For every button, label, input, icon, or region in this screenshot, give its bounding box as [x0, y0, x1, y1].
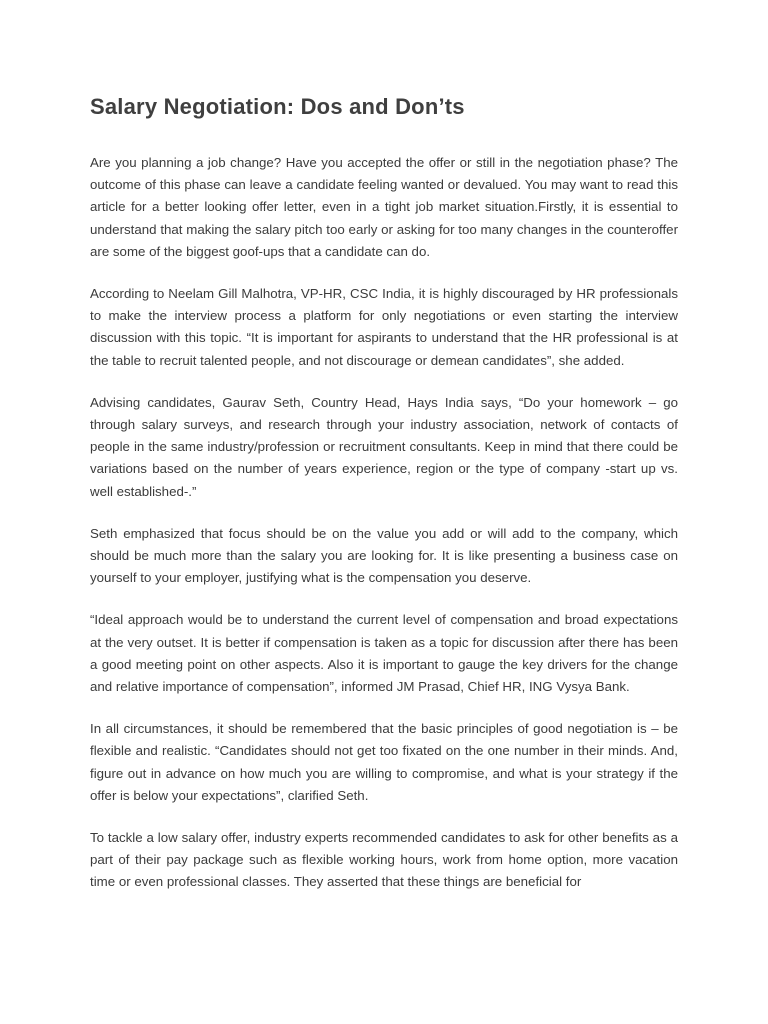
article-paragraph-7: To tackle a low salary offer, industry experts recommended candidates to ask for other benefits as a part of their pay package such as flexible working hours, work from home option, more vacation time or even professional classes. They asserted that these things are beneficial for — [90, 830, 678, 890]
article-title: Salary Negotiation: Dos and Don’ts — [90, 94, 465, 119]
article-paragraph-5: “Ideal approach would be to understand the current level of compensation and broad expectations at the very outset. It is better if compensation is taken as a topic for discussion after there has been a good meeting point on other aspects. Also it is important to gauge the key drivers for the change and relative importance of compensation”, informed JM Prasad, Chief HR, ING Vysya Bank. — [90, 612, 678, 695]
article-paragraph-4: Seth emphasized that focus should be on the value you add or will add to the company, which should be much more than the salary you are looking for. It is like presenting a business case on yourself to your employer, justifying what is the compensation you deserve. — [90, 525, 678, 586]
article-paragraph-3: Advising candidates, Gaurav Seth, Country Head, Hays India says, “Do your homework – go through salary surveys, and research through your industry association, network of contacts of people in the same industry/profession or recruitment consultants. Keep in mind that there could be variations based on the number of years experience, region or the type of company -start up vs. well established-.” — [90, 394, 678, 499]
article-paragraph-6: In all circumstances, it should be remembered that the basic principles of good negotiation is – be flexible and realistic. “Candidates should not get too fixated on the one number in their minds. And, figure out in advance on how much you are willing to compromise, and what is your strategy if the offer is below your expectations”, clarified Seth. — [90, 721, 678, 803]
article-paragraph-1: Are you planning a job change? Have you accepted the offer or still in the negotiation phase? The outcome of this phase can leave a candidate feeling wanted or devalued. You may want to read this article for a better looking offer letter, even in a tight job market situation.Firstly, it is essential to understand that making the salary pitch too early or asking for too many changes in the counteroffer are some of the biggest goof-ups that a candidate can do. — [90, 155, 678, 259]
article-paragraph-2: According to Neelam Gill Malhotra, VP-HR, CSC India, it is highly discouraged by HR professionals to make the interview process a platform for only negotiations or even starting the interview discussion with this topic. “It is important for aspirants to understand that the HR professional is at the table to recruit talented people, and not discourage or demean candidates”, she added. — [90, 286, 678, 368]
